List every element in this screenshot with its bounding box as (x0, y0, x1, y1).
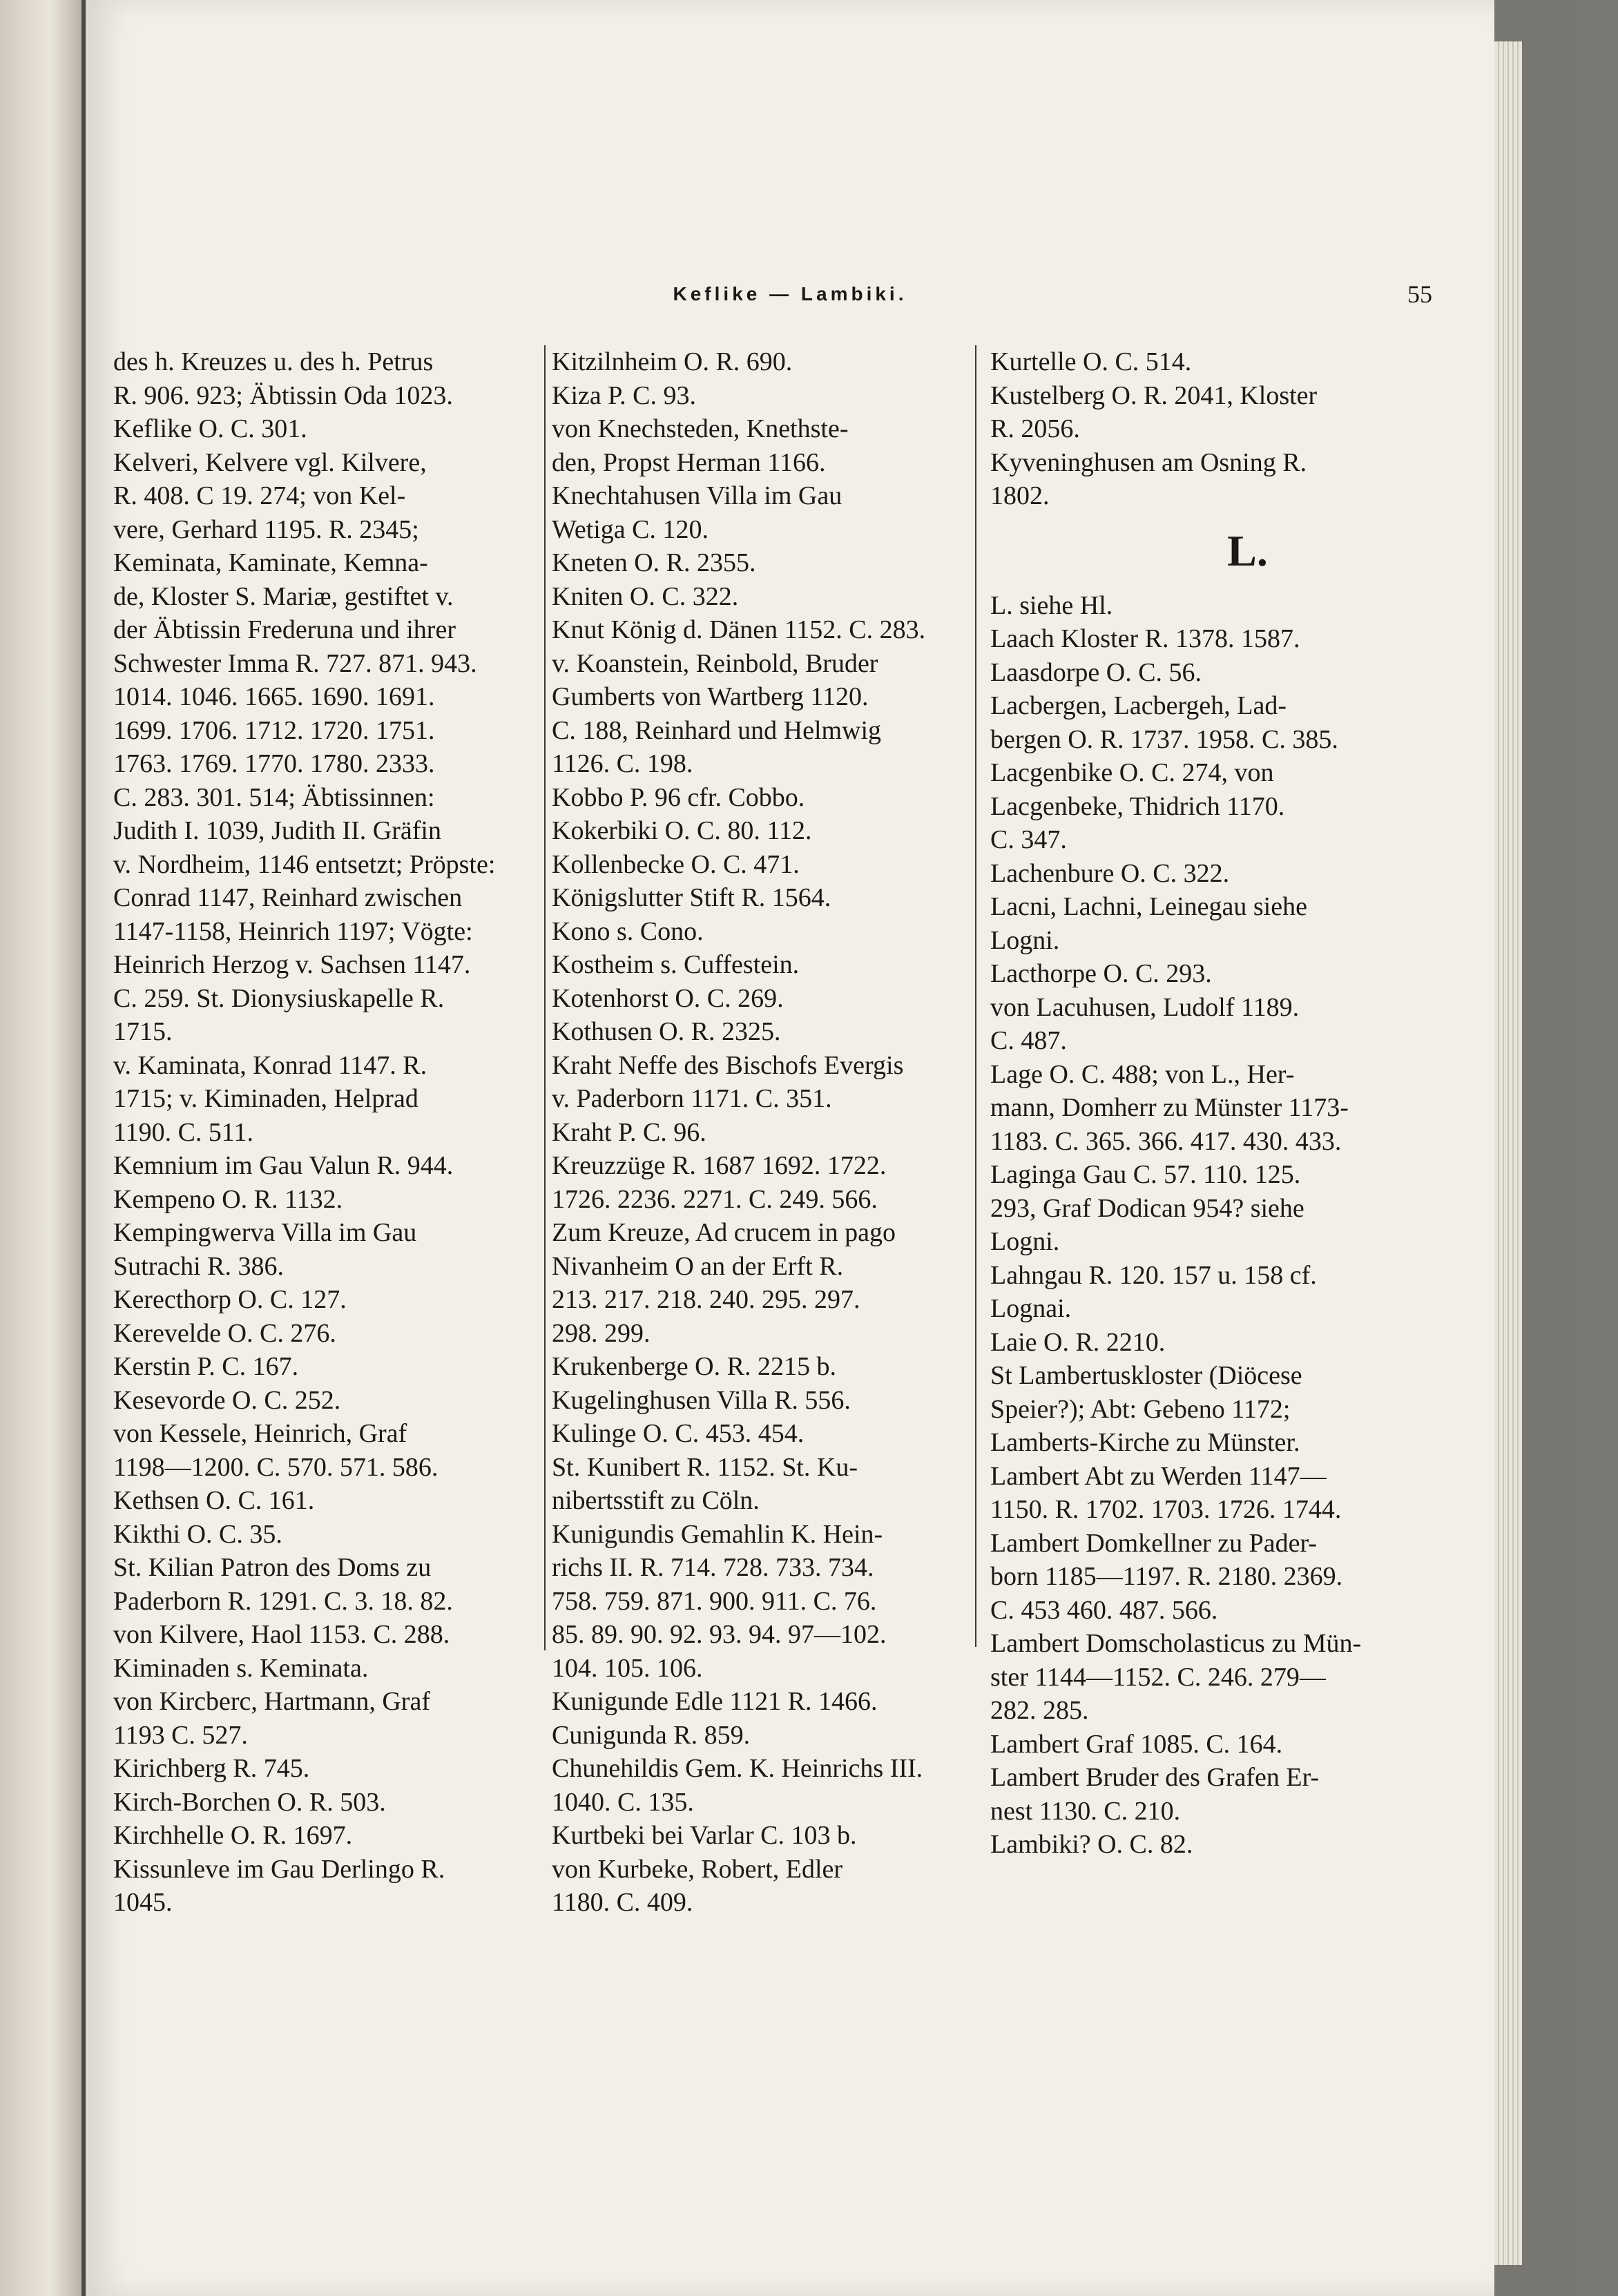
index-line: Kotenhorst O. C. 269. (552, 983, 784, 1013)
index-line: Knut König d. Dänen 1152. C. 283. (552, 615, 926, 644)
index-line: des h. Kreuzes u. des h. Petrus (113, 347, 434, 376)
index-line: Zum Kreuze, Ad crucem in pago (552, 1218, 896, 1247)
index-line: 1802. (990, 481, 1050, 510)
index-line: 298. 299. (552, 1318, 651, 1348)
index-line: Sutrachi R. 386. (113, 1251, 284, 1281)
index-line: 104. 105. 106. (552, 1653, 703, 1683)
index-line: 1150. R. 1702. 1703. 1726. 1744. (990, 1495, 1342, 1524)
index-line: den, Propst Herman 1166. (552, 447, 826, 477)
index-line: Kunigunde Edle 1121 R. 1466. (552, 1687, 878, 1716)
index-line: 1126. C. 198. (552, 749, 693, 778)
index-line: Kulinge O. C. 453. 454. (552, 1419, 805, 1448)
index-line: Kokerbiki O. C. 80. 112. (552, 816, 812, 845)
index-line: 1040. C. 135. (552, 1787, 694, 1817)
running-head: Keflike — Lambiki. (673, 283, 907, 305)
index-line: Heinrich Herzog v. Sachsen 1147. (113, 950, 471, 979)
index-line: von Kurbeke, Robert, Edler (552, 1854, 843, 1884)
index-line: 1715. (113, 1017, 173, 1046)
index-line: C. 259. St. Dionysiuskapelle R. (113, 983, 445, 1013)
index-line: Kirichberg R. 745. (113, 1754, 310, 1783)
index-line: von Knechsteden, Knethste- (552, 414, 849, 443)
index-line: der Äbtissin Frederuna und ihrer (113, 615, 456, 644)
index-line: mann, Domherr zu Münster 1173- (990, 1093, 1349, 1122)
index-line: 1193 C. 527. (113, 1720, 248, 1750)
index-line: Kemnium im Gau Valun R. 944. (113, 1151, 454, 1180)
index-line: Kugelinghusen Villa R. 556. (552, 1385, 851, 1415)
index-line: St Lambertuskloster (Diöcese (990, 1361, 1302, 1390)
index-line: Nivanheim O an der Erft R. (552, 1251, 844, 1281)
index-line: 1014. 1046. 1665. 1690. 1691. (113, 682, 435, 711)
index-line: Königslutter Stift R. 1564. (552, 883, 831, 912)
index-line: v. Nordheim, 1146 entsetzt; Pröpste: (113, 849, 496, 879)
index-line: Lambiki? O. C. 82. (990, 1830, 1193, 1859)
index-line: Lacbergen, Lacbergeh, Lad- (990, 691, 1287, 720)
index-line: Lognai. (990, 1294, 1072, 1323)
index-line: Kraht P. C. 96. (552, 1117, 706, 1147)
index-line: Conrad 1147, Reinhard zwischen (113, 883, 463, 912)
index-line: Lambert Abt zu Werden 1147— (990, 1461, 1327, 1491)
index-line: Lahngau R. 120. 157 u. 158 cf. (990, 1260, 1317, 1290)
index-line: 1045. (113, 1888, 173, 1917)
index-line: Kyveninghusen am Osning R. (990, 447, 1307, 477)
index-line: 1183. C. 365. 366. 417. 430. 433. (990, 1126, 1342, 1156)
index-line: 282. 285. (990, 1696, 1089, 1725)
index-line: Kiminaden s. Keminata. (113, 1653, 369, 1683)
index-line: St. Kilian Patron des Doms zu (113, 1553, 432, 1582)
index-line: nibertsstift zu Cöln. (552, 1486, 760, 1515)
index-line: Kollenbecke O. C. 471. (552, 849, 800, 879)
index-line: 293, Graf Dodican 954? siehe (990, 1193, 1304, 1223)
index-line: C. 347. (990, 825, 1067, 854)
index-line: Kreuzzüge R. 1687 1692. 1722. (552, 1151, 887, 1180)
column-3-entries-k (990, 345, 1422, 513)
index-line: Lage O. C. 488; von L., Her- (990, 1059, 1295, 1089)
index-line: nest 1130. C. 210. (990, 1796, 1181, 1826)
index-line: Chunehildis Gem. K. Heinrichs III. (552, 1754, 923, 1783)
index-line: Gumberts von Wartberg 1120. (552, 682, 869, 711)
index-line: v. Kaminata, Konrad 1147. R. (113, 1050, 427, 1080)
column-3-entries-l (990, 589, 1422, 1862)
index-line: Keminata, Kaminate, Kemna- (113, 548, 428, 577)
index-line: ster 1144—1152. C. 246. 279— (990, 1662, 1326, 1692)
index-line: Knechtahusen Villa im Gau (552, 481, 842, 510)
index-line: Kostheim s. Cuffestein. (552, 950, 800, 979)
index-line: Krukenberge O. R. 2215 b. (552, 1352, 836, 1381)
index-line: 1763. 1769. 1770. 1780. 2333. (113, 749, 435, 778)
index-line: Lachenbure O. C. 322. (990, 858, 1230, 888)
index-line: Kikthi O. C. 35. (113, 1519, 282, 1549)
index-line: Kniten O. C. 322. (552, 581, 739, 611)
index-line: Lambert Domkellner zu Pader- (990, 1528, 1317, 1558)
index-line: 1180. C. 409. (552, 1888, 693, 1917)
index-line: Logni. (990, 925, 1060, 955)
index-line: Kneten O. R. 2355. (552, 548, 756, 577)
index-line: Schwester Imma R. 727. 871. 943. (113, 648, 477, 678)
index-line: Lambert Bruder des Grafen Er- (990, 1763, 1320, 1792)
index-line: Kerecthorp O. C. 127. (113, 1285, 347, 1314)
index-line: Wetiga C. 120. (552, 514, 709, 544)
index-line: R. 906. 923; Äbtissin Oda 1023. (113, 380, 453, 410)
index-line: Kothusen O. R. 2325. (552, 1017, 781, 1046)
index-line: 213. 217. 218. 240. 295. 297. (552, 1285, 860, 1314)
index-line: Speier?); Abt: Gebeno 1172; (990, 1394, 1291, 1424)
index-line: Lacthorpe O. C. 293. (990, 959, 1212, 988)
index-line: L. siehe Hl. (990, 590, 1113, 620)
page-number: 55 (1407, 280, 1432, 308)
section-letter-heading: L. (1227, 525, 1268, 575)
index-line: 1699. 1706. 1712. 1720. 1751. (113, 715, 435, 745)
index-line: C. 283. 301. 514; Äbtissinnen: (113, 782, 435, 812)
index-line: born 1185—1197. R. 2180. 2369. (990, 1562, 1343, 1591)
index-column-2 (552, 345, 952, 1920)
index-line: von Kilvere, Haol 1153. C. 288. (113, 1620, 450, 1649)
index-line: Cunigunda R. 859. (552, 1720, 751, 1750)
index-line: Laach Kloster R. 1378. 1587. (990, 624, 1300, 653)
index-line: de, Kloster S. Mariæ, gestiftet v. (113, 581, 454, 611)
index-line: Lamberts-Kirche zu Münster. (990, 1428, 1300, 1457)
index-line: Kobbo P. 96 cfr. Cobbo. (552, 782, 805, 812)
index-line: Kempeno O. R. 1132. (113, 1184, 343, 1214)
index-line: 1198—1200. C. 570. 571. 586. (113, 1452, 439, 1482)
index-line: R. 2056. (990, 414, 1080, 443)
index-line: 85. 89. 90. 92. 93. 94. 97—102. (552, 1620, 887, 1649)
index-line: 1147-1158, Heinrich 1197; Vögte: (113, 916, 473, 946)
index-line: von Kircberc, Hartmann, Graf (113, 1687, 430, 1716)
index-column-3 (990, 345, 1422, 1862)
index-line: v. Koanstein, Reinbold, Bruder (552, 648, 878, 678)
index-line: C. 487. (990, 1026, 1067, 1055)
index-line: Kustelberg O. R. 2041, Kloster (990, 380, 1318, 410)
index-line: R. 408. C 19. 274; von Kel- (113, 481, 406, 510)
index-line: Keflike O. C. 301. (113, 414, 307, 443)
index-line: richs II. R. 714. 728. 733. 734. (552, 1553, 874, 1582)
index-line: 1715; v. Kiminaden, Helprad (113, 1084, 418, 1113)
index-line: Lacni, Lachni, Leinegau siehe (990, 892, 1307, 921)
index-line: Lacgenbeke, Thidrich 1170. (990, 791, 1285, 821)
index-line: Kiza P. C. 93. (552, 380, 696, 410)
index-line: Kurtelle O. C. 514. (990, 347, 1192, 376)
index-line: Kesevorde O. C. 252. (113, 1385, 341, 1415)
index-line: C. 453 460. 487. 566. (990, 1595, 1218, 1625)
index-line: bergen O. R. 1737. 1958. C. 385. (990, 724, 1338, 754)
previous-page-edge (0, 0, 83, 2296)
index-line: von Lacuhusen, Ludolf 1189. (990, 992, 1300, 1022)
index-line: 758. 759. 871. 900. 911. C. 76. (552, 1586, 877, 1616)
index-line: Lacgenbike O. C. 274, von (990, 758, 1274, 787)
index-line: Kirchhelle O. R. 1697. (113, 1821, 353, 1850)
index-line: 1726. 2236. 2271. C. 249. 566. (552, 1184, 878, 1214)
index-line: Lambert Graf 1085. C. 164. (990, 1729, 1283, 1759)
page-stack-edge (1494, 41, 1522, 2265)
column-rule (975, 345, 976, 1647)
index-line: Laginga Gau C. 57. 110. 125. (990, 1160, 1301, 1189)
index-line: von Kessele, Heinrich, Graf (113, 1419, 407, 1448)
index-column-1 (113, 345, 555, 1920)
index-line: Judith I. 1039, Judith II. Gräfin (113, 816, 441, 845)
index-line: Kono s. Cono. (552, 916, 704, 946)
book-page (86, 0, 1494, 2296)
index-line: Laasdorpe O. C. 56. (990, 657, 1202, 687)
index-line: Paderborn R. 1291. C. 3. 18. 82. (113, 1586, 453, 1616)
index-line: Kitzilnheim O. R. 690. (552, 347, 793, 376)
index-line: 1190. C. 511. (113, 1117, 254, 1147)
index-line: Kethsen O. C. 161. (113, 1486, 315, 1515)
index-line: C. 188, Reinhard und Helmwig (552, 715, 882, 745)
index-line: Laie O. R. 2210. (990, 1327, 1166, 1357)
index-line: Kempingwerva Villa im Gau (113, 1218, 417, 1247)
index-line: St. Kunibert R. 1152. St. Ku- (552, 1452, 858, 1482)
index-line: Lambert Domscholasticus zu Mün- (990, 1629, 1362, 1658)
index-line: Kerevelde O. C. 276. (113, 1318, 336, 1348)
index-line: vere, Gerhard 1195. R. 2345; (113, 514, 419, 544)
index-line: Kirch-Borchen O. R. 503. (113, 1787, 386, 1817)
index-line: Logni. (990, 1227, 1060, 1256)
index-line: v. Paderborn 1171. C. 351. (552, 1084, 832, 1113)
index-line: Kelveri, Kelvere vgl. Kilvere, (113, 447, 427, 477)
index-line: Kurtbeki bei Varlar C. 103 b. (552, 1821, 857, 1850)
index-line: Kunigundis Gemahlin K. Hein- (552, 1519, 883, 1549)
index-line: Kerstin P. C. 167. (113, 1352, 299, 1381)
index-line: Kraht Neffe des Bischofs Evergis (552, 1050, 904, 1080)
index-line: Kissunleve im Gau Derlingo R. (113, 1854, 445, 1884)
